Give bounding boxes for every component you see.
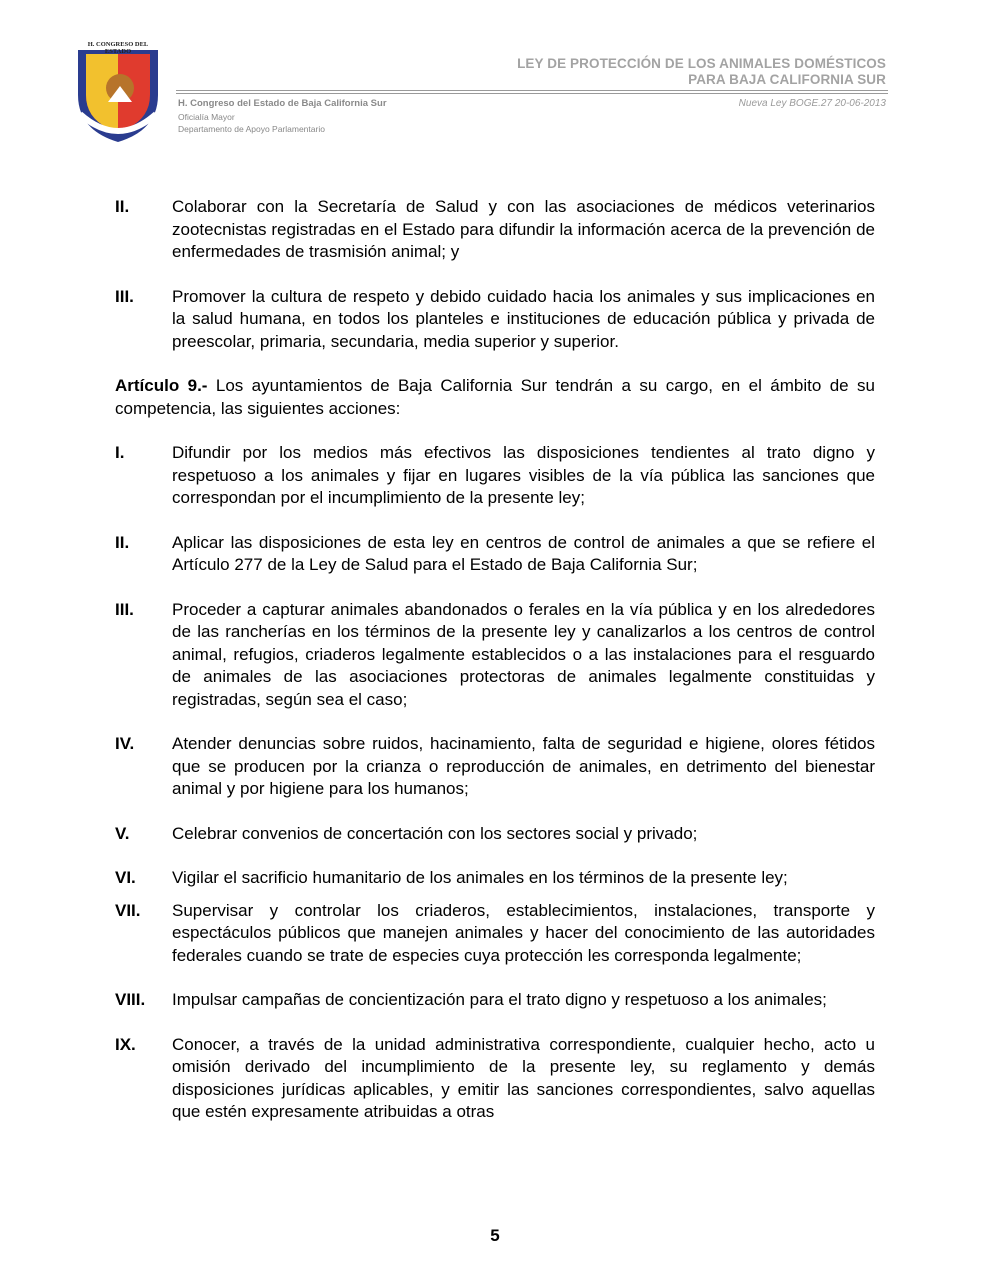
list-item: [115, 1034, 875, 1124]
item-numeral: II.: [115, 197, 130, 216]
law-title-line-1: LEY DE PROTECCIÓN DE LOS ANIMALES DOMÉSTICOS: [517, 56, 886, 71]
list-item: [115, 823, 875, 846]
header-rule-bottom: [176, 93, 888, 94]
page-number: 5: [490, 1226, 500, 1245]
item-numeral: VI.: [115, 868, 136, 887]
item-text: Difundir por los medios más efectivos las disposiciones tendientes al trato digno y respetuoso a los animales y fijar en lugares visibles de la vía pública las sanciones que correspondan por el incumplimiento de la presente ley;: [172, 443, 875, 507]
list-item: [115, 442, 875, 510]
list-item: [115, 599, 875, 712]
item-text: Proceder a capturar animales abandonados o ferales en la vía pública y en los alrededores de las rancherías en los términos de la presente ley y canalizarlos a los centros de control animal, refugios, criaderos legalmente establecidos o a las instalaciones para el resguardo de animales de las asociaciones protectoras de animales legalmente constituidas y registradas, según sea el caso;: [172, 599, 875, 709]
item-numeral: V.: [115, 823, 130, 843]
list-item: [115, 989, 875, 1012]
institution-block: [178, 98, 387, 136]
item-text: Celebrar convenios de concertación con los sectores social y privado;: [172, 823, 698, 843]
list-item: [115, 532, 875, 577]
list-item: [115, 900, 875, 968]
header-rule-top: [176, 90, 888, 91]
item-text: Conocer, a través de la unidad administrativa correspondiente, cualquier hecho, acto u omisión derivado del incumplimiento de la presente ley, su reglamento y demás disposiciones jurídicas aplicables, y emitir las sanciones correspondientes, salvo aquellas que estén expresamente atribuidas a otras: [172, 1034, 875, 1121]
item-text: Supervisar y controlar los criaderos, establecimientos, instalaciones, transporte y espectáculos públicos que manejen animales y hacer del conocimiento de las autoridades federales cuando se trate de especies cuya protección les corresponda legalmente;: [172, 900, 875, 965]
item-numeral: VII.: [115, 900, 141, 920]
seal-top-text: H. CONGRESO DEL ESTADO: [87, 41, 149, 55]
list-item: [115, 733, 875, 801]
publication-reference: Nueva Ley BOGE.27 20-06-2013: [738, 98, 886, 109]
document-body: [115, 196, 875, 1146]
list-item: [115, 196, 875, 264]
item-numeral: VIII.: [115, 990, 146, 1009]
item-text: Aplicar las disposiciones de esta ley en centros de control de animales a que se refiere el Artículo 277 de la Ley de Salud para el Estado de Baja California Sur;: [172, 532, 875, 574]
list-item: [115, 867, 875, 890]
article-text: Los ayuntamientos de Baja California Sur tendrán a su cargo, en el ámbito de su competencia, las siguientes acciones:: [115, 376, 875, 418]
department-name: Departamento de Apoyo Parlamentario: [178, 124, 325, 134]
item-numeral: I.: [115, 443, 125, 462]
item-text: Promover la cultura de respeto y debido cuidado hacia los animales y sus implicaciones en la salud humana, en todos los planteles e instituciones de educación pública y privada de preescolar, primaria, secundaria, media superior y superior.: [172, 286, 875, 351]
item-numeral: II.: [115, 532, 130, 552]
item-numeral: III.: [115, 599, 134, 619]
item-numeral: III.: [115, 286, 134, 306]
institution-name: H. Congreso del Estado de Baja California Sur: [178, 98, 387, 109]
item-text: Atender denuncias sobre ruidos, hacinamiento, falta de seguridad e higiene, olores fétidos que se producen por la crianza o reproducción de animales, en detrimento del bienestar animal y por higiene para los humanos;: [172, 734, 875, 798]
item-text: Impulsar campañas de concientización para el trato digno y respetuoso a los animales;: [172, 990, 827, 1009]
list-item: [115, 286, 875, 354]
article-9-paragraph: [115, 375, 875, 420]
law-title-line-2: PARA BAJA CALIFORNIA SUR: [688, 72, 886, 87]
article-label: Artículo 9.-: [115, 376, 208, 395]
item-numeral: IX.: [115, 1034, 136, 1054]
office-name: Oficialía Mayor: [178, 111, 235, 122]
item-text: Vigilar el sacrificio humanitario de los animales en los términos de la presente ley;: [172, 868, 788, 887]
congress-seal-logo: [68, 40, 168, 145]
item-text: Colaborar con la Secretaría de Salud y con las asociaciones de médicos veterinarios zootecnistas registradas en el Estado para difundir la información acerca de la prevención de enfermedades de trasmisión animal; y: [172, 197, 875, 261]
item-numeral: IV.: [115, 734, 135, 753]
